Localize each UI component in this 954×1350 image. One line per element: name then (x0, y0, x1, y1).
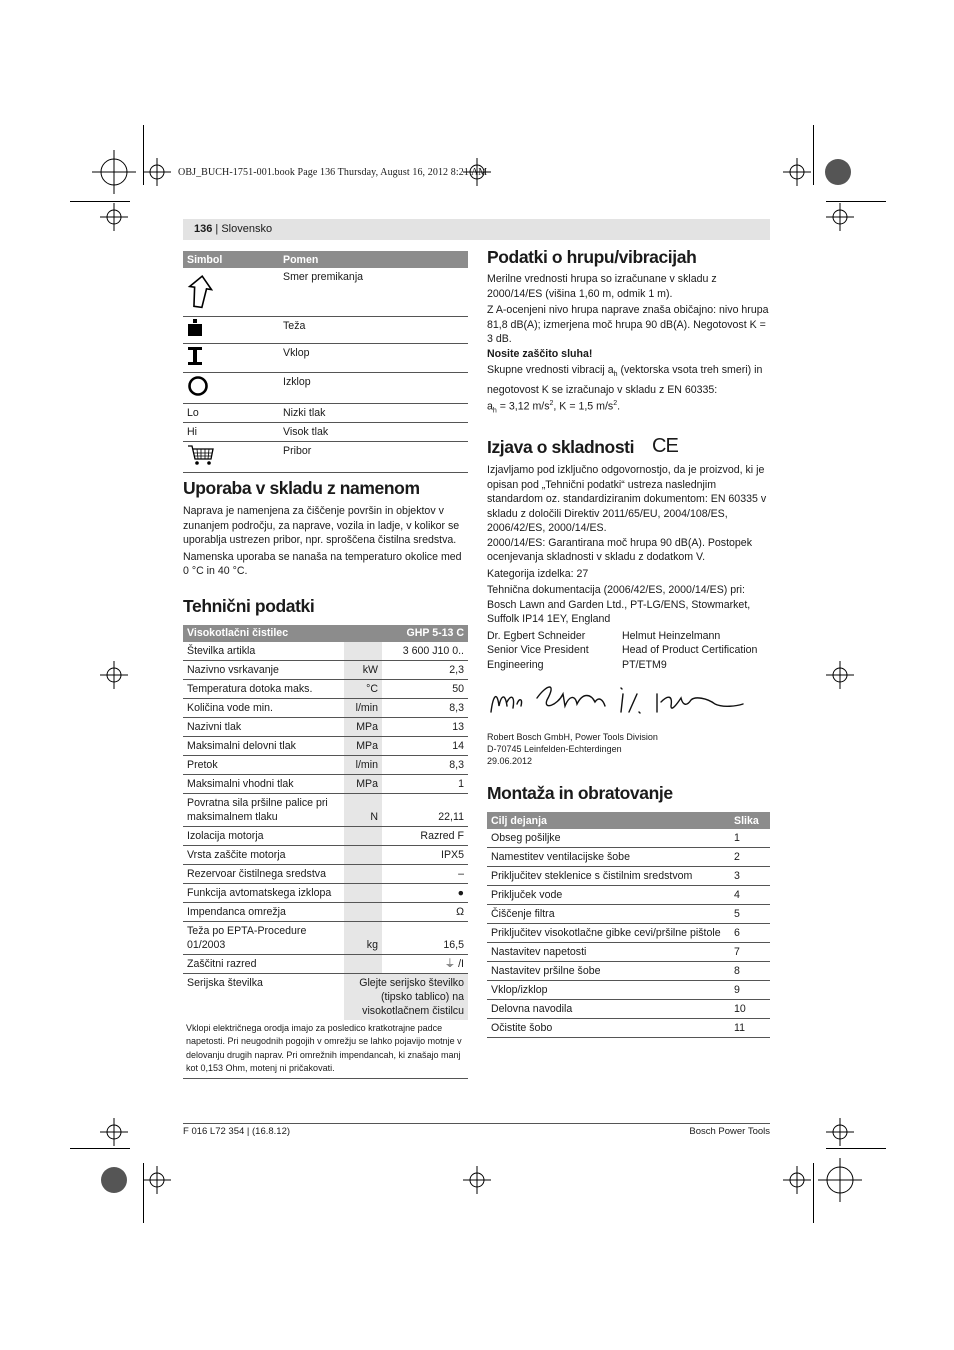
action-header: Cilj dejanja (487, 812, 730, 829)
table-row: Lo Nizki tlak (183, 404, 468, 423)
conformity-title: Izjava o skladnosti (487, 436, 635, 457)
tech-note: Vklopi električnega orodja imajo za posledico kratkotrajne padce napetosti. Pri neugodnih pogojih v omrežju se lahko pojavijo motnje v delovanju drugih naprav. Pri omrežnih impendancah, ki znašajo manj kot 0,153 Ohm, motenj ni pričakovati. (183, 1020, 468, 1079)
table-row: Teža po EPTA-Procedure 01/2003 kg 16,5 (183, 921, 468, 954)
table-row: Smer premikanja (183, 268, 468, 317)
table-row: Obseg pošiljke 1 (487, 829, 770, 848)
table-row: Pribor (183, 442, 468, 473)
noise-measurement: Merilne vrednosti hrupa so izračunane v skladu z 2000/14/ES (višina 1,60 m, odmik 1 m). (487, 273, 717, 300)
power-off-icon (187, 375, 209, 397)
direction-arrow-icon (187, 274, 213, 310)
tech-header-product: Visokotlačni čistilec (183, 625, 382, 642)
footer-divider (183, 1123, 770, 1124)
table-row: Izolacija motorja Razred F (183, 826, 468, 845)
table-row: Priključitev visokotlačne gibke cevi/pršilne pištole 6 (487, 924, 770, 943)
left-column (183, 251, 468, 1079)
weight-icon (187, 319, 203, 337)
table-row: Serijska številka Glejte serijsko številko (tipsko tablico) na visokotlačnem čistilcu (183, 973, 468, 1020)
table-row: Zaščitni razred ⏚ /I (183, 954, 468, 973)
header-language: Slovensko (221, 223, 273, 235)
page-number: 136 (194, 223, 213, 235)
signature-image (487, 676, 770, 724)
tech-header-model: GHP 5-13 C (382, 625, 468, 642)
signatories: Dr. Egbert Schneider Senior Vice President Engineering Helmut Heinzelmann Head of Product Certification PT/ETM9 (487, 629, 758, 671)
table-row: Čiščenje filtra 5 (487, 905, 770, 924)
footer-brand: Bosch Power Tools (689, 1126, 770, 1137)
company-address: Robert Bosch GmbH, Power Tools Division D-70745 Leinfelden-Echterdingen 29.06.2012 (487, 732, 658, 767)
table-row: Priključek vode 4 (487, 886, 770, 905)
product-category: Kategorija izdelka: 27 (487, 567, 589, 580)
symbol-header: Simbol (183, 251, 279, 268)
right-column (487, 247, 770, 1038)
accessory-cart-icon (187, 444, 215, 466)
table-row: Vrsta zaščite motorja IPX5 (183, 845, 468, 864)
assembly-table (487, 812, 770, 1038)
noise-level: Z A-ocenjeni nivo hrupa naprave znaša običajno: nivo hrupa 81,8 dB(A); izmerjena moč hrupa 90 dB(A). Negotovost K = 3 dB. (487, 304, 769, 345)
usage-temperature: Namenska uporaba se nanaša na temperaturo okolice med 0 °C in 40 °C. (183, 550, 462, 577)
table-row: Namestitev ventilacijske šobe 2 (487, 848, 770, 867)
table-row: Vklop/izklop 9 (487, 981, 770, 1000)
table-row: Teža (183, 317, 468, 344)
table-row: Temperatura dotoka maks. °C 50 (183, 679, 468, 698)
symbol-table (183, 251, 468, 473)
vibration-values: $a_h = 3,12$ $m/s^2$, K = 1,5 $m/s^2$. (487, 400, 621, 415)
table-row: Delovna navodila 10 (487, 1000, 770, 1019)
ce-mark: CE (652, 435, 678, 458)
table-row: Maksimalni vhodni tlak MPa 1 (183, 774, 468, 793)
usage-text: Naprava je namenjena za čiščenje površin in objektov v zunanjem področju, za naprave, vozila in ladje, v kolikor se uporablja ustrezen pribor, npr. sproščena čistilna sredstva. (183, 505, 460, 546)
file-info: OBJ_BUCH-1751-001.book Page 136 Thursday, August 16, 2012 8:21 AM (178, 167, 488, 178)
conformity-text: Izjavljamo pod izključno odgovornostjo, da je proizvod, ki je opisan pod „Tehnični podatki“ ustreza naslednjim standardom oz. standardiziranim dokumentom: EN 60335 v skladu z določili Direktiv 2011/65/EU, 2004/108/ES, 2006/42/ES, 2000/14/ES. (487, 464, 767, 535)
conformity-noise: 2000/14/ES: Garantirana moč hrupa 90 dB(A). Postopek ocenjevanja skladnosti v skladu z dodatkom V. (487, 536, 752, 564)
power-on-icon (187, 346, 205, 366)
table-row: Nazivno vsrkavanje kW 2,3 (183, 660, 468, 679)
table-row: Vklop (183, 344, 468, 373)
technical-documentation: Tehnična dokumentacija (2006/42/ES, 2000/14/ES) pri: Bosch Lawn and Garden Ltd., PT-LG/ENS, Stowmarket, Suffolk IP14 1EY, England (487, 584, 751, 626)
assembly-title: Montaža in obratovanje (487, 783, 673, 804)
noise-title: Podatki o hrupu/vibracijah (487, 247, 697, 267)
table-row: Izklop (183, 373, 468, 404)
table-row: Povratna sila pršilne palice pri maksimalnem tlaku N 22,11 (183, 793, 468, 826)
table-row: Rezervoar čistilnega sredstva – (183, 864, 468, 883)
table-row: Količina vode min. l/min 8,3 (183, 698, 468, 717)
table-row: Hi Visok tlak (183, 423, 468, 442)
table-row: Pretok l/min 8,3 (183, 755, 468, 774)
table-row: Nastavitev napetosti 7 (487, 943, 770, 962)
table-row: Nazivni tlak MPa 13 (183, 717, 468, 736)
footer-doc-number: F 016 L72 354 | (16.8.12) (183, 1126, 291, 1137)
table-row: Funkcija avtomatskega izklopa ● (183, 883, 468, 902)
table-row: Očistite šobo 11 (487, 1019, 770, 1038)
usage-title: Uporaba v skladu z namenom (183, 478, 420, 498)
tech-table (183, 625, 468, 1020)
hearing-protection-warning: Nosite zaščito sluha! (487, 347, 593, 360)
table-row: Številka artikla 3 600 J10 0.. (183, 642, 468, 661)
tech-title: Tehnični podatki (183, 595, 315, 616)
table-row: Nastavitev pršilne šobe 8 (487, 962, 770, 981)
table-row: Impendanca omrežja Ω (183, 902, 468, 921)
table-row: Maksimalni delovni tlak MPa 14 (183, 736, 468, 755)
table-row: Priključitev steklenice s čistilnim sredstvom 3 (487, 867, 770, 886)
figure-header: Slika (730, 812, 770, 829)
page-header: 136 | Slovensko (183, 219, 770, 240)
vibration-text: Skupne vrednosti vibracij $a_h$ (vektorska vsota treh smeri) in negotovost K se izračunajo v skladu z EN 60335: (487, 364, 763, 396)
meaning-header: Pomen (279, 251, 468, 268)
